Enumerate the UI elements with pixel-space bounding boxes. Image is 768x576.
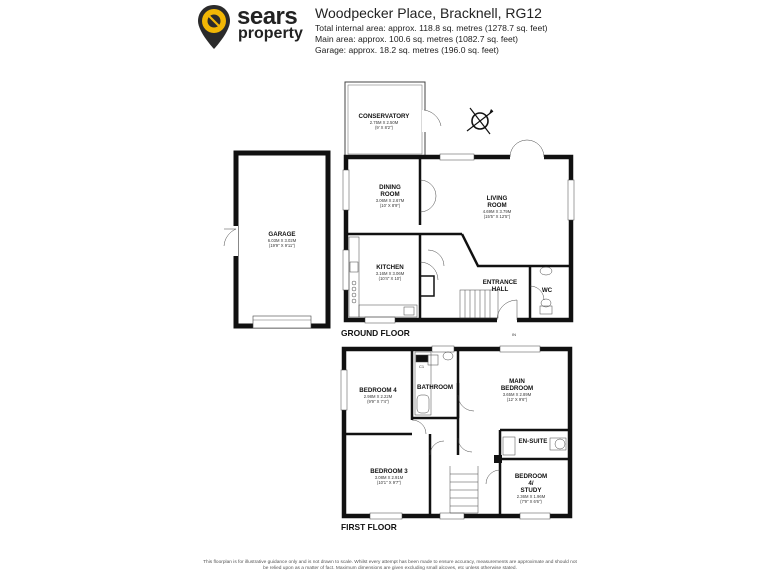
kitchen-label: KITCHEN [376, 264, 404, 271]
main-bedroom-dim2: (12' X 9'6") [506, 397, 528, 402]
conservatory-dim2: (9' X 8'2") [375, 125, 393, 130]
entrance-hall-label-1: ENTRANCE [482, 279, 518, 286]
wc-label: WC [541, 287, 553, 294]
entrance-hall-label-2: HALL [491, 286, 509, 293]
total-area: Total internal area: approx. 118.8 sq. metres (1278.7 sq. feet) [315, 23, 548, 33]
living-label-1: LIVING [486, 195, 508, 202]
compass-icon [467, 108, 493, 134]
dining-label-2: ROOM [380, 191, 400, 198]
study-label-1: BEDROOM [514, 473, 548, 480]
bedroom4-dim1: 2.98M X 2.22M [363, 394, 393, 399]
bedroom3-dim1: 3.08M X 2.91M [374, 475, 404, 480]
bedroom3-label: BEDROOM 3 [370, 468, 408, 475]
cupboard-label: C1 [419, 364, 425, 369]
dining-dim2: (10' X 8'9") [379, 203, 401, 208]
main-bedroom-dim1: 3.65M X 2.89M [502, 392, 532, 397]
ensuite-label: EN-SUITE [518, 438, 548, 445]
living-dim2: (15'5" X 12'5") [483, 214, 511, 219]
kitchen-dim1: 3.16M X 3.06M [375, 271, 405, 276]
dining-dim1: 3.06M X 2.67M [375, 198, 405, 203]
study-label-3: STUDY [520, 487, 542, 494]
first-floor-label: FIRST FLOOR [341, 522, 397, 532]
living-dim1: 4.69M X 3.79M [482, 209, 512, 214]
main-bedroom-label-2: BEDROOM [500, 385, 534, 392]
main-bedroom-label-1: MAIN [509, 378, 525, 385]
study-dim1: 2.36M X 1.96M [516, 494, 546, 499]
garage-dim2: (19'9" X 9'11") [268, 243, 296, 248]
disclaimer: This floorplan is for illustrative guidance only and is not drawn to scale. Whilst every attempt has been made to ensure accuracy, measurements are approximate and should not be relied upon as a matter of fact. Maximum dimensions are given excluding small alcoves, etc unless otherwise stated. [203, 560, 577, 571]
brand-name: sears [237, 3, 298, 30]
bedroom4-dim2: (9'9" X 7'4") [367, 399, 389, 404]
bedroom3-dim2: (10'1" X 9'7") [376, 480, 402, 485]
garage-label: GARAGE [268, 231, 296, 238]
brand-sub: property [238, 25, 303, 42]
kitchen-dim2: (10'4" X 10') [378, 276, 402, 281]
bathroom-label: BATHROOM [417, 384, 453, 391]
conservatory-dim1: 2.75M X 2.50M [369, 120, 399, 125]
living-label-2: ROOM [487, 202, 507, 209]
study-dim2: (7'9" X 6'6") [520, 499, 542, 504]
bedroom4-label: BEDROOM 4 [359, 387, 397, 394]
ground-floor-label: GROUND FLOOR [341, 328, 410, 338]
garage-area: Garage: approx. 18.2 sq. metres (196.0 sq. feet) [315, 45, 499, 55]
entrance-in-label: IN [512, 332, 516, 337]
garage-dim1: 6.03M X 3.02M [267, 238, 297, 243]
dining-label-1: DINING [379, 184, 401, 191]
conservatory-label: CONSERVATORY [358, 113, 410, 120]
property-address: Woodpecker Place, Bracknell, RG12 [315, 5, 542, 21]
study-label-2: 4/ [528, 480, 534, 487]
main-area: Main area: approx. 100.6 sq. metres (1082.7 sq. feet) [315, 34, 519, 44]
